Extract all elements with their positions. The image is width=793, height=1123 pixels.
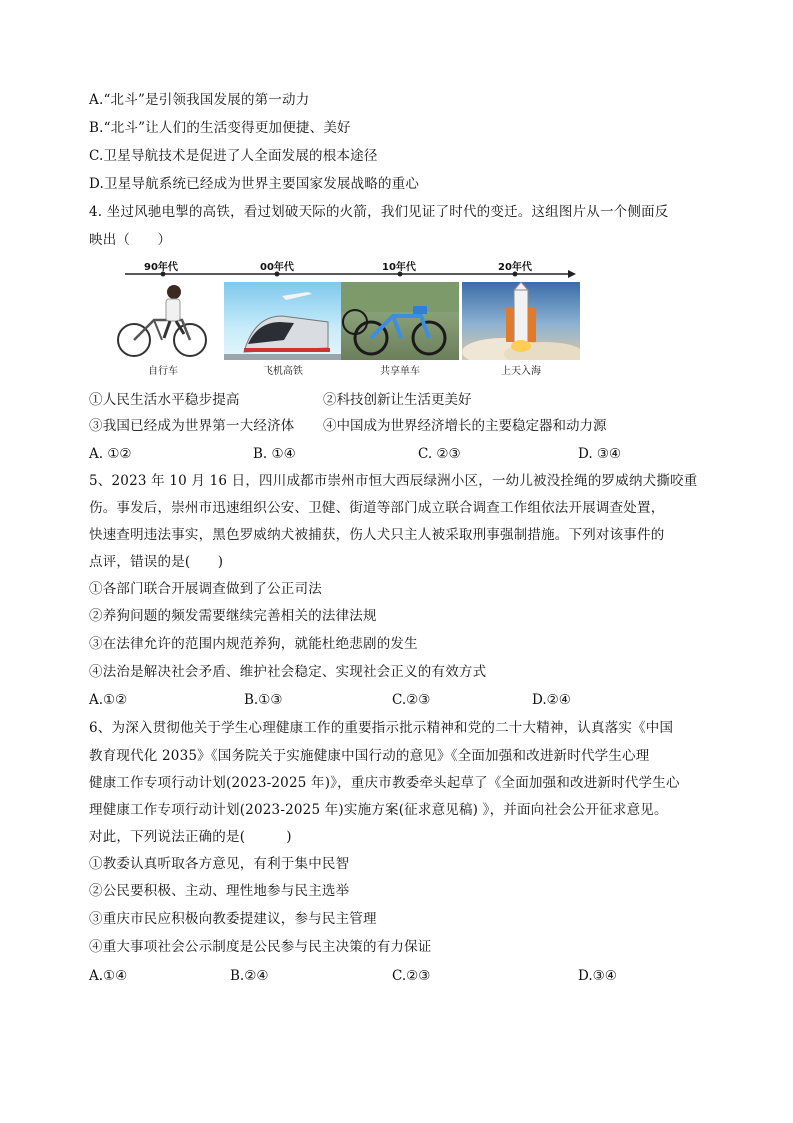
q6-stem-line1: 6、为深入贯彻他关于学生心理健康工作的重要指示批示精神和党的二十大精神，认真落实《中国: [89, 720, 674, 736]
q6-choice-a: A.①④: [89, 968, 128, 984]
q6-stem-line2: 教育现代化 2035》《国务院关于实施健康中国行动的意见》《全面加强和改进新时代学生心理: [89, 748, 650, 764]
q5-stem-line4: 点评，错误的是( ): [89, 554, 224, 570]
era-label-00s: 00年代: [260, 262, 294, 273]
q5-choice-b: B.①③: [244, 692, 283, 708]
caption-bicycle: 自行车: [148, 366, 178, 377]
q6-item-1: ①教委认真听取各方意见，有利于集中民智: [89, 856, 350, 872]
q4-item-3: ③我国已经成为世界第一大经济体: [89, 418, 295, 434]
q6-stem-line3: 健康工作专项行动计划(2023-2025 年)》，重庆市教委牵头起草了《全面加强和改进新时代学生心: [89, 775, 680, 791]
q4-choice-b: B. ①④: [253, 446, 296, 462]
q3-option-c: C.卫星导航技术是促进了人全面发展的根本途径: [89, 148, 378, 164]
q3-option-a: A.“北斗”是引领我国发展的第一动力: [89, 92, 310, 108]
bicycle-image: [104, 282, 222, 360]
q5-choice-a: A.①②: [89, 692, 128, 708]
q6-item-3: ③重庆市民应积极向教委提建议，参与民主管理: [89, 911, 377, 927]
q6-choice-b: B.②④: [230, 968, 269, 984]
q5-stem-line2: 伤。事发后，崇州市迅速组织公安、卫健、街道等部门成立联合调查工作组依法开展调查处置，: [89, 500, 665, 516]
q5-stem-line3: 快速查明违法事实，黑色罗威纳犬被捕获，伤人犬只主人被采取刑事强制措施。下列对该事件的: [89, 527, 665, 543]
q6-choice-d: D.③④: [578, 968, 617, 984]
shared-bike-image: [341, 282, 459, 360]
rocket-launch-image: [462, 282, 580, 360]
caption-shared-bike: 共享单车: [380, 366, 420, 377]
q5-item-4: ④法治是解决社会矛盾、维护社会稳定、实现社会正义的有效方式: [89, 664, 487, 680]
q6-item-4: ④重大事项社会公示制度是公民参与民主决策的有力保证: [89, 939, 432, 955]
q6-choice-c: C.②③: [392, 968, 431, 984]
q5-choice-c: C.②③: [392, 692, 431, 708]
q4-choice-d: D. ③④: [578, 446, 622, 462]
q5-item-2: ②养狗问题的频发需要继续完善相关的法律法规: [89, 608, 377, 624]
timeline-figure: [100, 258, 580, 378]
q4-stem-line1: 4. 坐过风驰电掣的高铁，看过划破天际的火箭，我们见证了时代的变迁。这组图片从一个侧面反: [89, 204, 669, 220]
caption-rocket: 上天入海: [501, 366, 541, 377]
q6-item-2: ②公民要积极、主动、理性地参与民主选举: [89, 883, 350, 899]
q5-item-3: ③在法律允许的范围内规范养狗，就能杜绝悲剧的发生: [89, 636, 418, 652]
q4-choice-c: C. ②③: [418, 446, 461, 462]
caption-train-plane: 飞机高铁: [263, 366, 303, 377]
train-plane-image: [224, 282, 342, 360]
era-label-10s: 10年代: [382, 262, 416, 273]
q4-choice-a: A. ①②: [89, 446, 132, 462]
q5-stem-line1: 5、2023 年 10 月 16 日，四川成都市崇州市恒大西辰绿洲小区，一幼儿被没拴绳的罗威纳犬撕咬重: [89, 473, 698, 489]
q4-item-1: ①人民生活水平稳步提高: [89, 392, 240, 408]
era-label-90s: 90年代: [144, 262, 178, 273]
q5-item-1: ①各部门联合开展调查做到了公正司法: [89, 581, 322, 597]
q3-option-b: B.“北斗”让人们的生活变得更加便捷、美好: [89, 120, 351, 136]
q5-choice-d: D.②④: [532, 692, 571, 708]
q6-stem-line5: 对此，下列说法正确的是( ): [89, 829, 292, 845]
era-label-20s: 20年代: [498, 262, 532, 273]
q4-item-4: ④中国成为世界经济增长的主要稳定器和动力源: [323, 418, 607, 434]
q3-option-d: D.卫星导航系统已经成为世界主要国家发展战略的重心: [89, 176, 420, 192]
q4-item-2: ②科技创新让生活更美好: [323, 392, 472, 408]
q4-stem-line2: 映出（ ）: [89, 232, 172, 248]
q6-stem-line4: 理健康工作专项行动计划(2023-2025 年)实施方案(征求意见稿) 》，并面向社会公开征求意见。: [89, 802, 668, 818]
